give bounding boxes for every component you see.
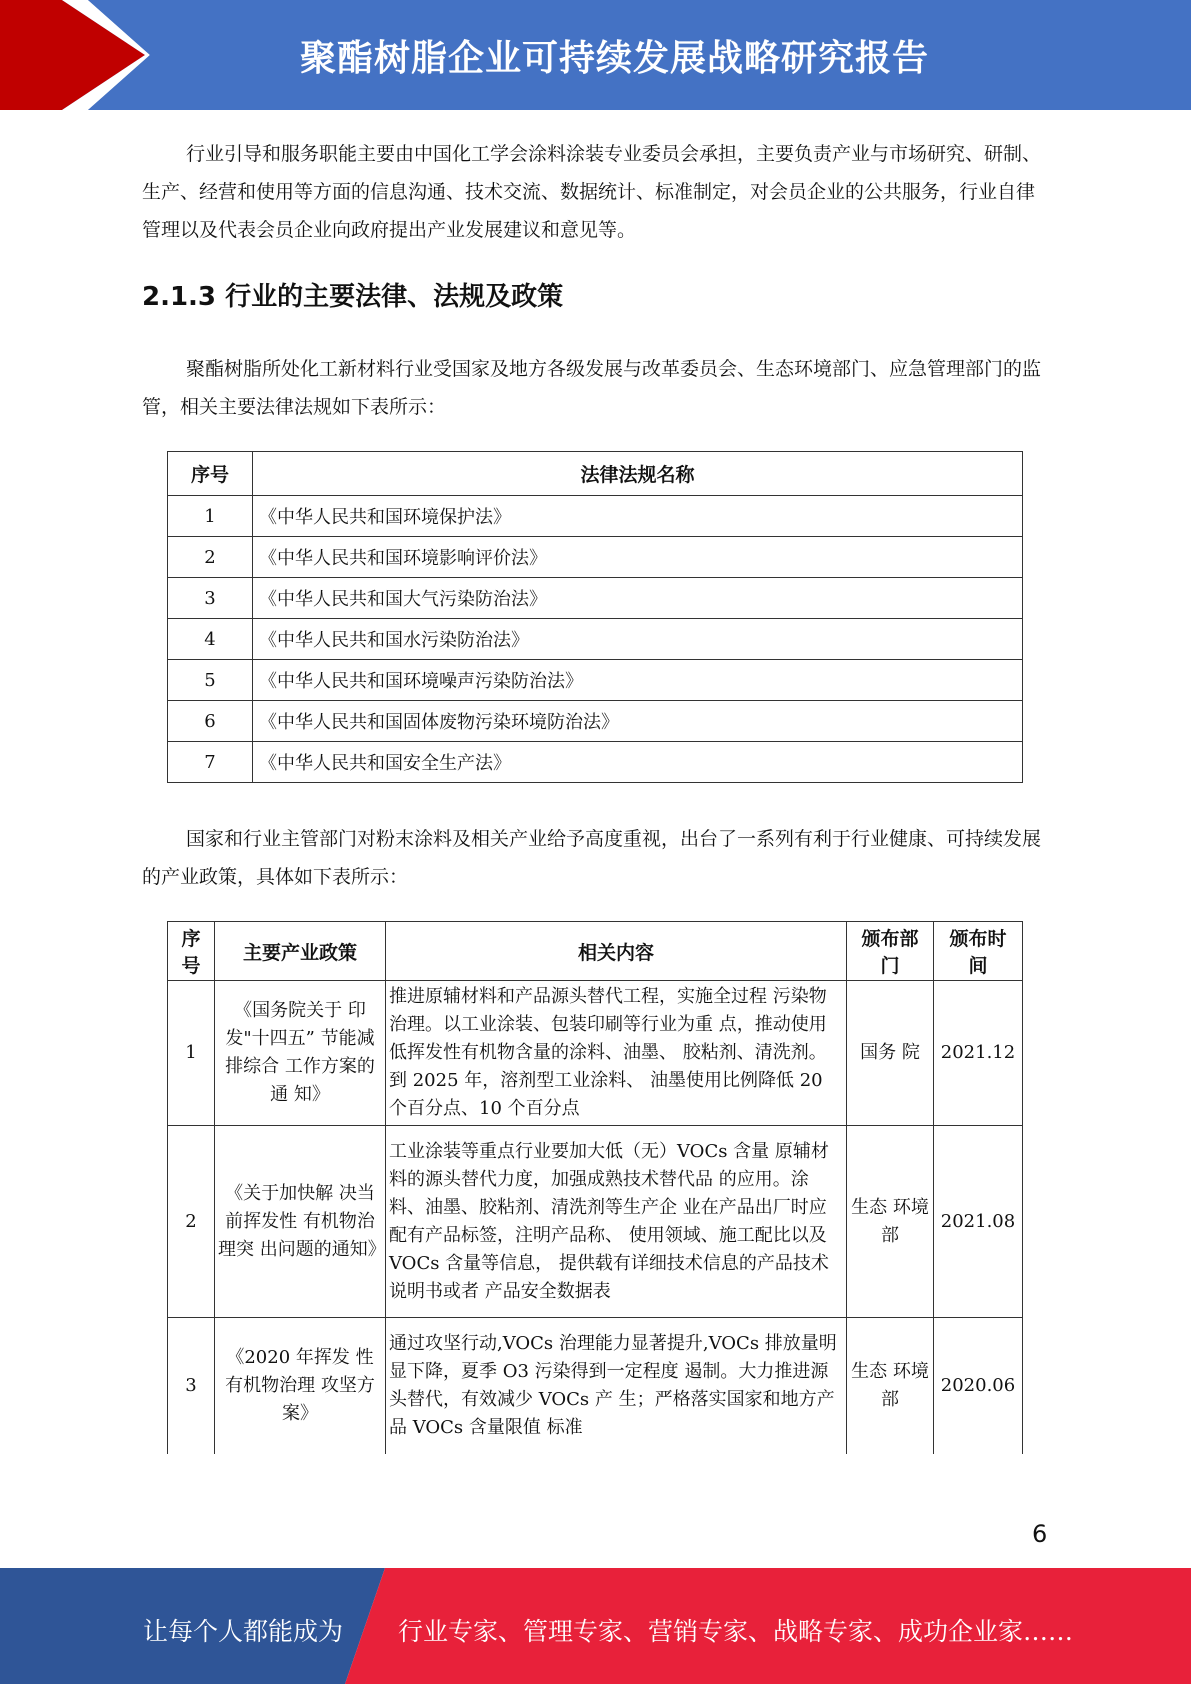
table-row	[168, 660, 1023, 701]
section-heading: 2.1.3 行业的主要法律、法规及政策	[142, 282, 564, 312]
row-number: 2	[168, 1126, 215, 1318]
policy-content: 工业涂装等重点行业要加大低（无）VOCs 含量 原辅材料的源头替代力度，加强成熟技术替代品 的应用。涂料、油墨、胶粘剂、清洗剂等生产企 业在产品出厂时应配有产品标签，注明产品称、 使用领域、施工配比以及 VOCs 含量等信息， 提供载有详细技术信息的产品技术说明书或者 产品安全数据表	[386, 1126, 847, 1318]
policy-name: 《国务院关于 印发"十四五” 节能减排综合 工作方案的通 知》	[215, 981, 386, 1126]
table-row	[168, 578, 1023, 619]
policy-date: 2021.08	[934, 1126, 1023, 1318]
row-number: 6	[168, 701, 253, 742]
policy-department: 国务 院	[847, 981, 934, 1126]
law-name: 《中华人民共和国环境保护法》	[253, 496, 1023, 537]
law-name: 《中华人民共和国安全生产法》	[253, 742, 1023, 783]
table-row	[168, 1126, 1023, 1318]
column-header-content: 相关内容	[386, 922, 847, 981]
policy-department: 生态 环境 部	[847, 1126, 934, 1318]
table-row	[168, 742, 1023, 783]
policy-department: 生态 环境 部	[847, 1318, 934, 1454]
table-row	[168, 537, 1023, 578]
row-number: 5	[168, 660, 253, 701]
policy-name: 《关于加快解 决当前挥发性 有机物治理突 出问题的通知》	[215, 1126, 386, 1318]
header-title: 聚酯树脂企业可持续发展战略研究报告	[300, 38, 930, 79]
page-header	[0, 0, 1191, 110]
row-number: 3	[168, 578, 253, 619]
policy-content: 通过攻坚行动,VOCs 治理能力显著提升,VOCs 排放量明显下降，夏季 O3 污染得到一定程度 遏制。大力推进源头替代，有效减少 VOCs 产 生；严格落实国家和地方产品 VOCs 含量限值 标准	[386, 1318, 847, 1454]
footer-slogan-right: 行业专家、管理专家、营销专家、战略专家、成功企业家……	[398, 1617, 1074, 1646]
policy-date: 2021.12	[934, 981, 1023, 1126]
row-number: 1	[168, 981, 215, 1126]
laws-table	[167, 451, 1023, 783]
table-row	[168, 1318, 1023, 1454]
column-header-policy: 主要产业政策	[215, 922, 386, 981]
table-row	[168, 619, 1023, 660]
table-header-row	[168, 452, 1023, 496]
policy-table	[167, 921, 1023, 1454]
law-name: 《中华人民共和国环境噪声污染防治法》	[253, 660, 1023, 701]
table-row	[168, 701, 1023, 742]
column-header-number: 序号	[168, 452, 253, 496]
row-number: 4	[168, 619, 253, 660]
policy-paragraph: 国家和行业主管部门对粉末涂料及相关产业给予高度重视，出台了一系列有利于行业健康、可持续发展的产业政策，具体如下表所示：	[142, 828, 1042, 888]
law-name: 《中华人民共和国固体废物污染环境防治法》	[253, 701, 1023, 742]
page-number: 6	[1032, 1520, 1048, 1548]
regulation-paragraph: 聚酯树脂所处化工新材料行业受国家及地方各级发展与改革委员会、生态环境部门、应急管理部门的监管，相关主要法律法规如下表所示：	[142, 358, 1042, 418]
policy-name: 《2020 年挥发 性有机物治理 攻坚方案》	[215, 1318, 386, 1454]
column-header-number: 序号	[168, 922, 215, 981]
column-header-department: 颁布部门	[847, 922, 934, 981]
table-row	[168, 981, 1023, 1126]
row-number: 3	[168, 1318, 215, 1454]
law-name: 《中华人民共和国水污染防治法》	[253, 619, 1023, 660]
policy-content: 推进原辅材料和产品源头替代工程，实施全过程 污染物治理。以工业涂装、包装印刷等行业为重 点，推动使用低挥发性有机物含量的涂料、油墨、 胶粘剂、清洗剂。到 2025 年，溶剂型工业涂料、 油墨使用比例降低 20 个百分点、10 个百分点	[386, 981, 847, 1126]
page-footer	[0, 1568, 1191, 1684]
column-header-date: 颁布时 间	[934, 922, 1023, 981]
row-number: 1	[168, 496, 253, 537]
table-row	[168, 496, 1023, 537]
row-number: 7	[168, 742, 253, 783]
intro-paragraph: 行业引导和服务职能主要由中国化工学会涂料涂装专业委员会承担，主要负责产业与市场研究、研制、生产、经营和使用等方面的信息沟通、技术交流、数据统计、标准制定，对会员企业的公共服务，行业自律管理以及代表会员企业向政府提出产业发展建议和意见等。	[142, 143, 1042, 241]
policy-date: 2020.06	[934, 1318, 1023, 1454]
table-header-row	[168, 922, 1023, 981]
row-number: 2	[168, 537, 253, 578]
law-name: 《中华人民共和国环境影响评价法》	[253, 537, 1023, 578]
column-header-law-name: 法律法规名称	[253, 452, 1023, 496]
footer-slogan-left: 让每个人都能成为	[143, 1617, 344, 1646]
law-name: 《中华人民共和国大气污染防治法》	[253, 578, 1023, 619]
